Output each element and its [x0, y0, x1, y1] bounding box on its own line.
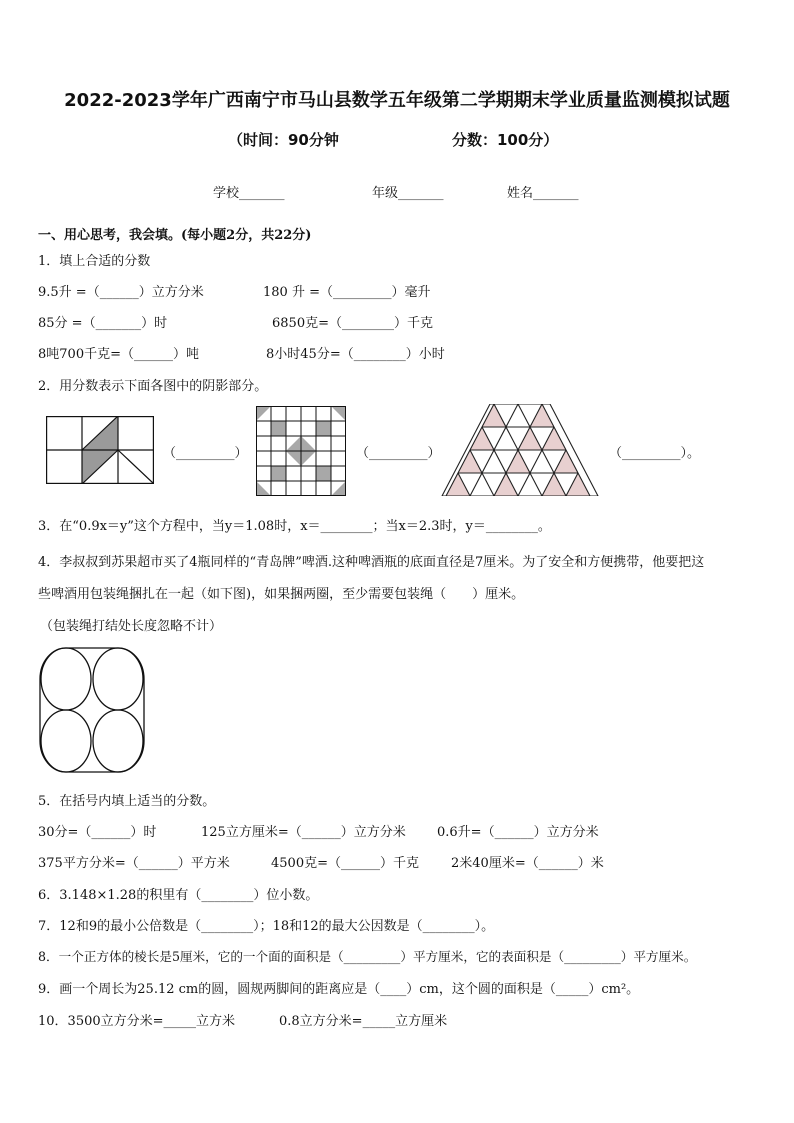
shaded-triangle: [530, 404, 554, 427]
q10-item-1: 10．3500立方分米=_____立方米: [38, 1014, 236, 1029]
q4-figure-bottles: [38, 646, 146, 774]
name-field: 姓名_______: [507, 186, 579, 201]
q10-item-2: 0.8立方分米=_____立方厘米: [279, 1014, 448, 1029]
shaded-triangle: [446, 473, 470, 496]
bottle-circle: [93, 648, 143, 710]
shaded-triangle: [554, 450, 578, 473]
bottle-circle: [93, 710, 143, 772]
q4-note: （包装绳打结处长度忽略不计）: [40, 619, 223, 634]
q2-blank-3: （_________）。: [609, 446, 701, 461]
q5-item-6: 2米40厘米=（______）米: [451, 856, 604, 871]
shaded-cell: [316, 421, 331, 436]
q5-item-4: 375平方分米=（______）平方米: [38, 856, 230, 871]
school-field: 学校_______: [213, 186, 285, 201]
q4-line-2: 些啤酒用包装绳捆扎在一起（如下图)，如果捆两圈，至少需要包装绳（ ）厘米。: [38, 587, 525, 602]
shaded-corner: [256, 406, 271, 421]
exam-title: 2022-2023学年广西南宁市马山县数学五年级第二学期期末学业质量监测模拟试题: [64, 90, 730, 111]
rope-outline: [40, 648, 144, 772]
bottle-circle: [41, 648, 91, 710]
shaded-triangle: [506, 450, 530, 473]
exam-score: 分数：100分）: [452, 131, 559, 149]
shaded-triangle: [566, 473, 590, 496]
section-1-heading: 一、用心思考，我会填。(每小题2分，共22分): [38, 228, 312, 243]
shaded-triangle: [542, 473, 566, 496]
grade-field: 年级_______: [372, 186, 444, 201]
q1-item-2: 180 升 =（_________）毫升: [263, 285, 431, 300]
q1-item-4: 6850克=（________）千克: [272, 316, 433, 331]
q2-figure-trapezoid: [440, 404, 600, 496]
q5-item-3: 0.6升=（______）立方分米: [437, 825, 599, 840]
q1-item-1: 9.5升 =（______）立方分米: [38, 285, 204, 300]
q1-item-6: 8小时45分=（________）小时: [266, 347, 445, 362]
shaded-triangle: [542, 427, 566, 450]
shaded-cell: [271, 421, 286, 436]
q5-item-5: 4500克=（______）千克: [271, 856, 419, 871]
q9-text: 9．画一个周长为25.12 cm的圆，圆规两脚间的距离应是（____）cm，这个圆的面积是（_____）cm²。: [38, 982, 640, 997]
q8-text: 8．一个正方体的棱长是5厘米，它的一个面的面积是（_________）平方厘米，它的表面积是（_________）平方厘米。: [38, 949, 697, 964]
shaded-triangle: [482, 404, 506, 427]
q5-stem: 5．在括号内填上适当的分数。: [38, 794, 216, 809]
exam-time: （时间：90分钟: [228, 131, 339, 149]
q2-blank-1: （_________）: [163, 446, 248, 461]
q3-text: 3．在“0.9x＝y”这个方程中，当y＝1.08时，x＝________；当x＝2.3时，y＝________。: [38, 519, 551, 534]
q2-blank-2: （_________）: [356, 446, 441, 461]
shaded-corner: [331, 481, 346, 496]
q2-figure-grid: [46, 416, 154, 484]
q4-line-1: 4．李叔叔到苏果超市买了4瓶同样的“青岛牌”啤酒.这种啤酒瓶的底面直径是7厘米。为了安全和方便携带，他要把这: [38, 555, 705, 570]
q1-stem: 1．填上合适的分数: [38, 254, 151, 269]
bottle-circle: [41, 710, 91, 772]
q2-figure-square: [256, 406, 346, 496]
q7-text: 7．12和9的最小公倍数是（________）；18和12的最大公因数是（________）。: [38, 919, 495, 934]
q6-text: 6．3.148×1.28的积里有（________）位小数。: [38, 888, 319, 903]
shaded-corner: [256, 481, 271, 496]
q1-item-5: 8吨700千克=（______）吨: [38, 347, 199, 362]
shaded-cell: [271, 466, 286, 481]
shaded-triangle: [494, 473, 518, 496]
shaded-cell: [316, 466, 331, 481]
q1-item-3: 85分 =（_______）时: [38, 316, 168, 331]
shaded-triangle: [518, 427, 542, 450]
q5-item-2: 125立方厘米=（______）立方分米: [201, 825, 406, 840]
q5-item-1: 30分=（______）时: [38, 825, 157, 840]
q2-stem: 2．用分数表示下面各图中的阴影部分。: [38, 379, 268, 394]
shaded-corner: [331, 406, 346, 421]
shaded-triangle: [458, 450, 482, 473]
shaded-triangle: [470, 427, 494, 450]
